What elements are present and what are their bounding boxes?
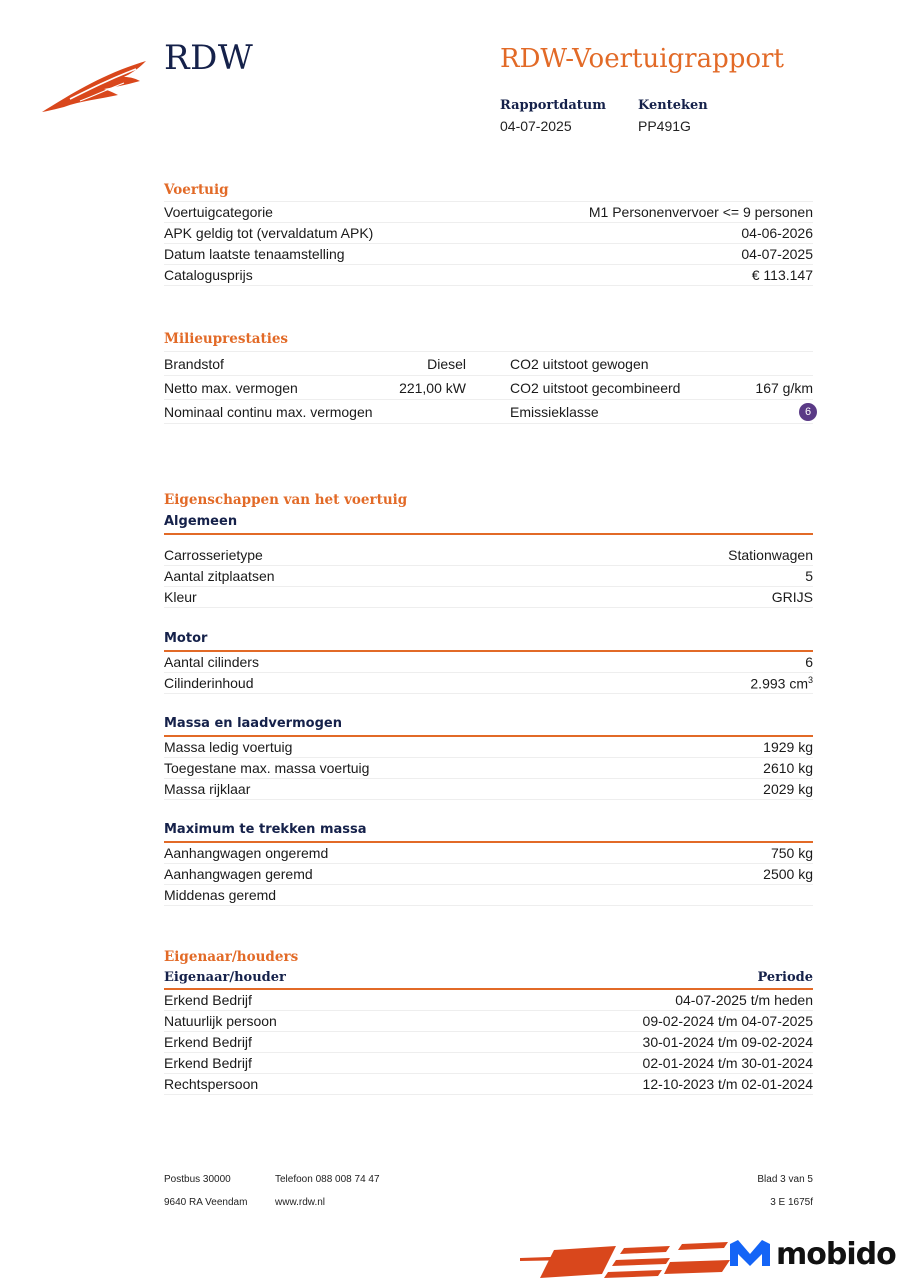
brand-name: RDW <box>164 38 254 78</box>
table-row <box>164 376 813 400</box>
column-header-owner: Eigenaar/houder <box>164 970 286 985</box>
emission-class-badge: 6 <box>799 403 817 421</box>
voertuig-table <box>164 201 813 286</box>
owner-cell: Erkend Bedrijf <box>164 992 252 1008</box>
period-cell: 04-07-2025 t/m heden <box>675 992 813 1008</box>
footer-website[interactable]: www.rdw.nl <box>275 1197 326 1208</box>
period-cell: 09-02-2024 t/m 04-07-2025 <box>642 1013 813 1029</box>
eigenaren-table <box>164 968 813 1095</box>
footer-postcode: 9640 RA Veendam <box>164 1197 248 1208</box>
row-label: CO2 uitstoot gewogen <box>510 355 649 372</box>
row-value: 750 kg <box>770 845 813 861</box>
row-value: 2029 kg <box>763 781 813 797</box>
report-title: RDW-Voertuigrapport <box>500 44 784 74</box>
footer-postbus: Postbus 30000 <box>164 1174 231 1185</box>
row-value: € 113.147 <box>751 267 813 283</box>
owner-cell: Rechtspersoon <box>164 1076 259 1092</box>
row-label: Cilinderinhoud <box>164 675 254 691</box>
table-row <box>164 758 813 779</box>
algemeen-table <box>164 533 813 608</box>
section-title-voertuig: Voertuig <box>164 182 229 198</box>
massa-table <box>164 735 813 800</box>
table-row <box>164 1011 813 1032</box>
row-label: Toegestane max. massa voertuig <box>164 760 370 776</box>
row-value: 04-06-2026 <box>741 225 813 241</box>
section-title-milieu: Milieuprestaties <box>164 331 289 347</box>
row-label: Massa ledig voertuig <box>164 739 293 755</box>
table-row <box>164 1032 813 1053</box>
table-row <box>164 652 813 673</box>
subsection-title-trekken: Maximum te trekken massa <box>164 822 367 837</box>
row-value: 6 <box>805 654 813 670</box>
row-value: GRIJS <box>771 589 813 605</box>
table-row <box>164 545 813 566</box>
table-row <box>164 244 813 265</box>
row-value: 167 g/km <box>755 379 813 396</box>
row-label: Catalogusprijs <box>164 267 253 283</box>
report-date-label: Rapportdatum <box>500 98 606 113</box>
table-header <box>164 968 813 990</box>
row-value: 2.993 cm <box>750 675 808 692</box>
period-cell: 30-01-2024 t/m 09-02-2024 <box>642 1034 813 1050</box>
table-row <box>164 265 813 286</box>
table-row <box>164 202 813 223</box>
period-cell: 12-10-2023 t/m 02-01-2024 <box>642 1076 813 1092</box>
row-value: 04-07-2025 <box>741 246 813 262</box>
footer-telefoon: Telefoon 088 008 74 47 <box>275 1174 380 1185</box>
row-value: M1 Personenvervoer <= 9 personen <box>588 204 813 220</box>
table-row <box>164 1074 813 1095</box>
row-label: Aanhangwagen ongeremd <box>164 845 329 861</box>
row-label: Aanhangwagen geremd <box>164 866 313 882</box>
row-label: Middenas geremd <box>164 887 277 903</box>
table-row <box>164 400 813 424</box>
column-header-period: Periode <box>757 970 813 985</box>
period-cell: 02-01-2024 t/m 30-01-2024 <box>642 1055 813 1071</box>
row-value: 1929 kg <box>763 739 813 755</box>
trekken-table <box>164 841 813 906</box>
row-label: Carrosserietype <box>164 547 263 563</box>
row-label: Aantal cilinders <box>164 654 259 670</box>
row-label: Emissieklasse <box>510 403 599 420</box>
owner-cell: Erkend Bedrijf <box>164 1034 252 1050</box>
row-value: 5 <box>805 568 813 584</box>
row-label: Kleur <box>164 589 197 605</box>
table-row <box>164 1053 813 1074</box>
rdw-logo-icon <box>40 55 150 115</box>
table-row <box>164 885 813 906</box>
footer-page-number: Blad 3 van 5 <box>757 1174 813 1185</box>
report-date: 04-07-2025 <box>500 118 572 134</box>
plate-label: Kenteken <box>638 98 708 113</box>
table-row <box>164 779 813 800</box>
unit-superscript: 3 <box>807 674 813 685</box>
footer-doc-code: 3 E 1675f <box>770 1197 813 1208</box>
watermark-text: mobido <box>776 1236 896 1272</box>
mobido-logo-icon <box>728 1236 772 1272</box>
table-row <box>164 223 813 244</box>
row-label: Netto max. vermogen <box>164 379 298 396</box>
row-value: 221,00 kW <box>399 379 466 396</box>
table-row <box>164 587 813 608</box>
table-row <box>164 673 813 694</box>
row-value: Diesel <box>427 355 466 372</box>
row-label: Aantal zitplaatsen <box>164 568 275 584</box>
subsection-title-algemeen: Algemeen <box>164 514 238 529</box>
row-label: CO2 uitstoot gecombineerd <box>510 379 681 396</box>
table-row <box>164 737 813 758</box>
row-value: Stationwagen <box>728 547 813 563</box>
milieu-table <box>164 351 813 424</box>
table-row <box>164 990 813 1011</box>
row-label: Massa rijklaar <box>164 781 251 797</box>
row-value: 2500 kg <box>763 866 813 882</box>
row-label: Brandstof <box>164 355 224 372</box>
row-label: APK geldig tot (vervaldatum APK) <box>164 225 374 241</box>
row-label: Voertuigcategorie <box>164 204 273 220</box>
owner-cell: Erkend Bedrijf <box>164 1055 252 1071</box>
table-row <box>164 843 813 864</box>
row-label: Datum laatste tenaamstelling <box>164 246 345 262</box>
table-row <box>164 352 813 376</box>
row-value: 2610 kg <box>763 760 813 776</box>
subsection-title-massa: Massa en laadvermogen <box>164 716 342 731</box>
motor-table <box>164 650 813 694</box>
table-row <box>164 566 813 587</box>
section-title-eigenschappen: Eigenschappen van het voertuig <box>164 492 408 508</box>
section-title-eigenaren: Eigenaar/houders <box>164 949 299 965</box>
subsection-title-motor: Motor <box>164 631 208 646</box>
row-label: Nominaal continu max. vermogen <box>164 403 373 420</box>
mobido-watermark <box>728 1234 904 1274</box>
plate-number: PP491G <box>638 118 691 134</box>
table-row <box>164 864 813 885</box>
owner-cell: Natuurlijk persoon <box>164 1013 277 1029</box>
